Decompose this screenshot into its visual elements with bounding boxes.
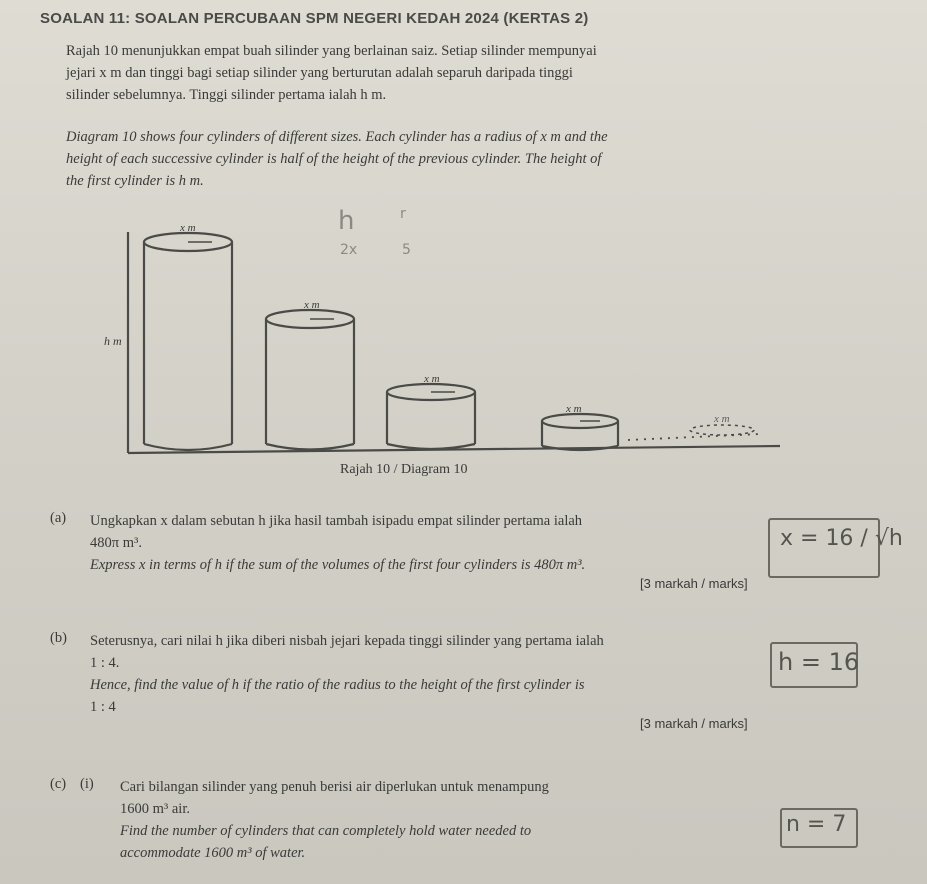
pencil-note-5: 5 bbox=[402, 242, 411, 258]
radius-label-5: x m bbox=[714, 413, 730, 425]
question-b-ms2: 1 : 4. bbox=[90, 655, 120, 671]
question-c-sub-label: (i) bbox=[80, 776, 94, 792]
question-c-en2: accommodate 1600 m³ of water. bbox=[120, 845, 306, 861]
pencil-note-2x: 2x bbox=[340, 242, 358, 258]
question-c-label: (c) bbox=[50, 776, 67, 792]
intro-en-line: the first cylinder is h m. bbox=[66, 173, 204, 189]
answer-c-handwritten: n = 7 bbox=[786, 812, 847, 837]
intro-en-line: height of each successive cylinder is half of the height of the previous cylinder. The height of bbox=[66, 151, 602, 167]
intro-ms-line: silinder sebelumnya. Tinggi silinder pertama ialah h m. bbox=[66, 87, 387, 103]
pencil-note-r: r bbox=[400, 206, 406, 222]
radius-label-2: x m bbox=[304, 299, 320, 311]
intro-ms-line: Rajah 10 menunjukkan empat buah silinder yang berlainan saiz. Setiap silinder mempunyai bbox=[66, 43, 597, 59]
pencil-note-h: h bbox=[338, 206, 355, 236]
question-a-ms2: 480π m³. bbox=[90, 535, 142, 551]
question-b-label: (b) bbox=[50, 630, 67, 646]
question-c-ms2: 1600 m³ air. bbox=[120, 801, 190, 817]
question-c-en: Find the number of cylinders that can completely hold water needed to bbox=[120, 823, 532, 839]
question-a-en: Express x in terms of h if the sum of the volumes of the first four cylinders is 480π m³. bbox=[90, 557, 586, 573]
question-a-ms: Ungkapkan x dalam sebutan h jika hasil tambah isipadu empat silinder pertama ialah bbox=[90, 513, 583, 529]
radius-label-4: x m bbox=[566, 403, 582, 415]
question-b-en: Hence, find the value of h if the ratio of the radius to the height of the first cylinder is bbox=[90, 677, 585, 693]
question-b-ms: Seterusnya, cari nilai h jika diberi nisbah jejari kepada tinggi silinder yang pertama ialah bbox=[90, 633, 604, 649]
cylinder-5-dotted bbox=[690, 425, 754, 435]
intro-ms-line: jejari x m dan tinggi bagi setiap silinder yang berturutan adalah separuh daripada tinggi bbox=[66, 65, 573, 81]
cylinder-4 bbox=[542, 414, 618, 450]
question-b-marks: [3 markah / marks] bbox=[640, 716, 748, 731]
question-c bbox=[120, 776, 760, 864]
question-b-en2: 1 : 4 bbox=[90, 699, 116, 715]
answer-b-handwritten: h = 16 bbox=[778, 648, 860, 676]
radius-label-3: x m bbox=[424, 373, 440, 385]
question-a-label: (a) bbox=[50, 510, 67, 526]
radius-label-1: x m bbox=[180, 222, 196, 234]
cylinder-2 bbox=[266, 310, 354, 450]
question-title: SOALAN 11: SOALAN PERCUBAAN SPM NEGERI KEDAH 2024 (KERTAS 2) bbox=[40, 10, 589, 27]
question-c-ms: Cari bilangan silinder yang penuh berisi air diperlukan untuk menampung bbox=[120, 779, 549, 795]
question-a bbox=[90, 510, 750, 576]
diagram-caption: Rajah 10 / Diagram 10 bbox=[340, 462, 468, 477]
answer-a-handwritten: x = 16 / √h bbox=[780, 526, 903, 551]
cylinder-1 bbox=[144, 233, 232, 450]
intro-en-line: Diagram 10 shows four cylinders of different sizes. Each cylinder has a radius of x m and the bbox=[66, 129, 608, 145]
question-b bbox=[90, 630, 760, 718]
height-label: h m bbox=[104, 334, 122, 348]
cylinder-3 bbox=[387, 384, 475, 449]
continuation-dots bbox=[628, 434, 760, 440]
question-a-marks: [3 markah / marks] bbox=[640, 576, 748, 591]
